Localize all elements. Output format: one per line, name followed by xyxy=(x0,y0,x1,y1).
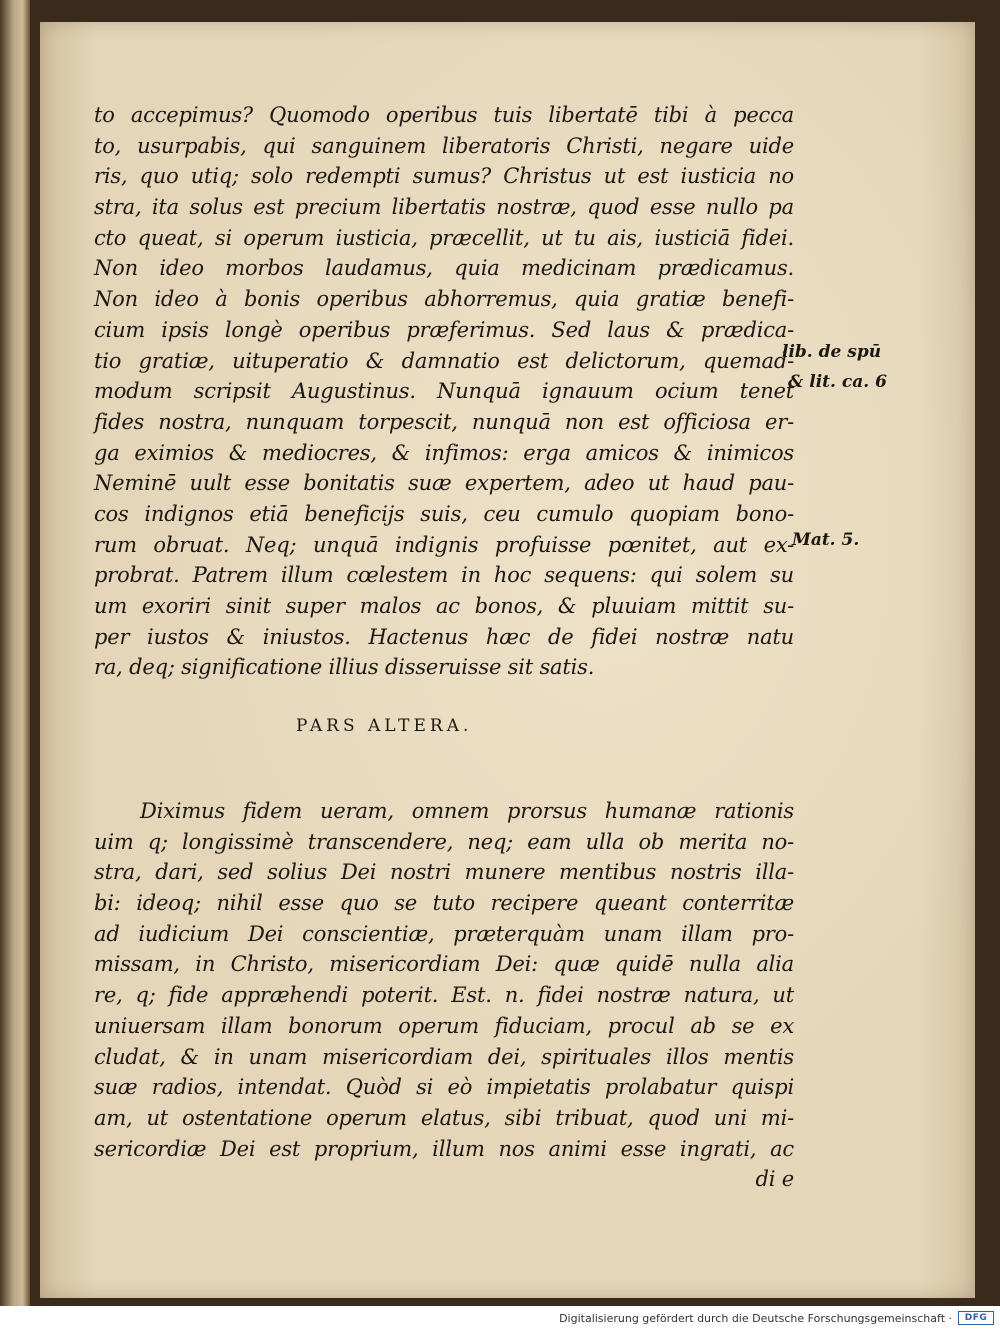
text-line: ris, quo utiq; solo redempti sumus? Christus ut est iusticia no xyxy=(94,164,794,189)
text-line: Non ideo morbos laudamus, quia medicinam prædicamus. xyxy=(94,256,794,281)
text-line: re, q; fide appræhendi poterit. Est. n. fidei nostræ natura, ut xyxy=(94,983,794,1008)
paragraph-1 xyxy=(94,100,794,683)
text-line: fides nostra, nunquam torpescit, nunquā non est officiosa er- xyxy=(94,409,794,434)
text-line: um exoriri sinit super malos ac bonos, & pluuiam mittit su- xyxy=(94,594,794,618)
text-line: per iustos & iniustos. Hactenus hæc de fidei nostræ natu xyxy=(94,624,794,649)
text-line: modum scripsit Augustinus. Nunquā ignauum ocium tenet xyxy=(94,379,794,404)
text-line: ga eximios & mediocres, & infimos: erga amicos & inimicos xyxy=(94,440,794,465)
text-line: ad iudicium Dei conscientiæ, præterquàm unam illam pro- xyxy=(94,921,794,946)
text-line: cium ipsis longè operibus præferimus. Sed laus & prædica- xyxy=(94,317,794,342)
section-heading: PARS ALTERA. xyxy=(296,716,473,736)
previous-page-edge xyxy=(0,0,30,1306)
text-line: Non ideo à bonis operibus abhorremus, quia gratiæ benefi- xyxy=(94,287,794,312)
text-line: Diximus fidem ueram, omnem prorsus humanæ rationis xyxy=(140,799,794,823)
marginal-note: lib. de spū xyxy=(782,342,882,362)
footer-bar xyxy=(0,1306,1000,1331)
text-line: probrat. Patrem illum cœlestem in hoc sequens: qui solem su xyxy=(94,563,794,588)
text-line: cos indignos etiā beneficijs suis, ceu cumulo quopiam bono- xyxy=(94,501,794,526)
text-line: stra, dari, sed solius Dei nostri munere mentibus nostris illa- xyxy=(94,860,794,885)
marginal-note: & lit. ca. 6 xyxy=(788,372,887,392)
text-line: tio gratiæ, uituperatio & damnatio est delictorum, quemad- xyxy=(94,348,794,373)
text-line: to accepimus? Quomodo operibus tuis libertatē tibi à pecca xyxy=(94,103,794,127)
dfg-logo xyxy=(958,1311,994,1325)
book-page xyxy=(40,22,975,1298)
paragraph-2 xyxy=(94,796,794,1195)
text-line: missam, in Christo, misericordiam Dei: quæ quidē nulla alia xyxy=(94,952,794,977)
text-line: cto queat, si operum iusticia, præcellit, ut tu ais, iusticiā fidei. xyxy=(94,225,794,250)
dfg-logo-text: DFG xyxy=(964,1313,988,1323)
text-line: uim q; longissimè transcendere, neq; eam ulla ob merita no- xyxy=(94,829,794,854)
text-line: to, usurpabis, qui sanguinem liberatoris Christi, negare uide xyxy=(94,133,794,158)
text-line: am, ut ostentatione operum elatus, sibi tribuat, quod uni mi- xyxy=(94,1105,794,1130)
text-line: uniuersam illam bonorum operum fiduciam, procul ab se ex xyxy=(94,1013,794,1038)
text-line: Neminē uult esse bonitatis suæ expertem, adeo ut haud pau- xyxy=(94,471,794,496)
funding-credit: Digitalisierung gefördert durch die Deutsche Forschungsgemeinschaft · xyxy=(559,1312,952,1325)
catchword: di e xyxy=(755,1167,794,1192)
text-line: sericordiæ Dei est proprium, illum nos animi esse ingrati, ac xyxy=(94,1136,794,1161)
text-line: ra, deq; significatione illius disseruisse sit satis. xyxy=(94,655,595,680)
text-line: stra, ita solus est precium libertatis nostræ, quod esse nullo pa xyxy=(94,195,794,220)
text-line: bi: ideoq; nihil esse quo se tuto recipere queant conterritæ xyxy=(94,891,794,916)
text-line: rum obruat. Neq; unquā indignis profuisse pœnitet, aut ex- xyxy=(94,532,794,557)
marginal-note: Mat. 5. xyxy=(792,530,860,550)
text-line: cludat, & in unam misericordiam dei, spirituales illos mentis xyxy=(94,1044,794,1069)
text-line: suæ radios, intendat. Quòd si eò impietatis prolabatur quispi xyxy=(94,1075,794,1100)
